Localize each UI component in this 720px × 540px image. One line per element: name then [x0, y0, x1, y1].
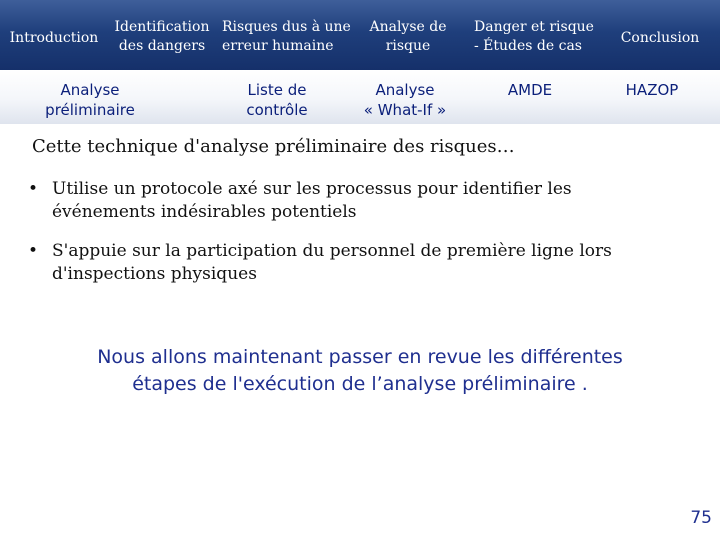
bullet-text: Utilise un protocole axé sur les processus pour identifier les événements indésirables potentiels [52, 179, 572, 222]
closing-text: Nous allons maintenant passer en revue les différentes étapes de l'exécution de l’analyse préliminaire . [97, 346, 623, 395]
subnav-item-liste-de-controle[interactable]: Liste de contrôle [246, 81, 308, 119]
nav-item-analyse-de-risque[interactable]: Analyse de risque [369, 19, 447, 54]
nav-item-introduction[interactable]: Introduction [9, 30, 99, 46]
intro-text: Cette technique d'analyse préliminaire des risques… [32, 136, 515, 157]
bullet-text: S'appuie sur la participation du personnel de première ligne lors d'inspections physiques [52, 241, 612, 284]
nav-item-etudes-de-cas[interactable]: Danger et risque - Études de cas [474, 19, 594, 54]
top-navigation-bar [0, 0, 720, 70]
subnav-item-hazop[interactable]: HAZOP [625, 81, 679, 99]
sub-navigation-bar [0, 70, 720, 124]
bullet-dot: • [28, 179, 39, 199]
bullet-dot: • [28, 241, 39, 261]
subnav-item-analyse-preliminaire[interactable]: Analyse préliminaire [45, 81, 135, 119]
page-number: 75 [690, 508, 712, 528]
subnav-item-analyse-what-if[interactable]: Analyse « What-If » [363, 81, 447, 119]
nav-item-risques-erreur-humaine[interactable]: Risques dus à une erreur humaine [222, 19, 351, 54]
nav-item-identification-dangers[interactable]: Identification des dangers [114, 19, 210, 54]
nav-item-conclusion[interactable]: Conclusion [620, 30, 700, 46]
subnav-item-amde[interactable]: AMDE [507, 81, 553, 99]
